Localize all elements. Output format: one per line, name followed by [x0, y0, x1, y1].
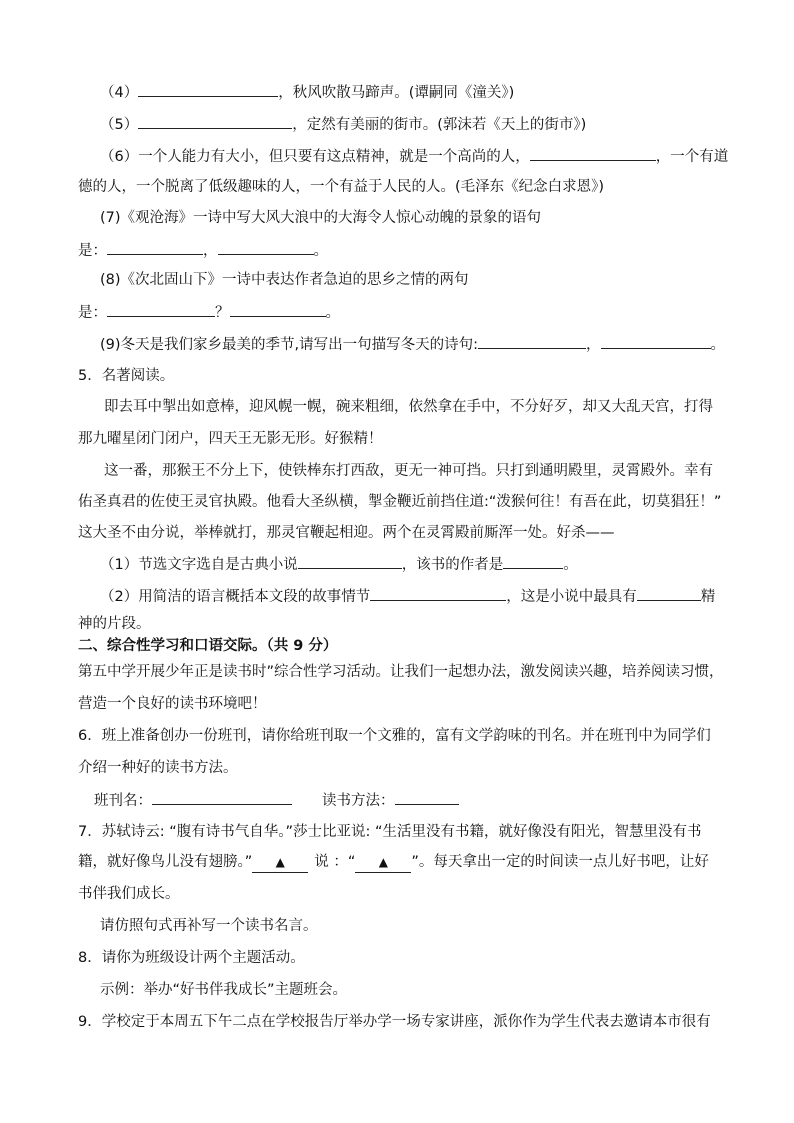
text: ？	[215, 305, 230, 321]
excerpt-line: 这一番，那猴王不分上下，使铁棒东打西敌，更无一神可挡。只打到通明殿里，灵霄殿外。幸有	[104, 463, 713, 479]
question-9: 9．学校定于本周五下午二点在学校报告厅举办学一场专家讲座，派你作为学生代表去邀请本市很有	[78, 1014, 711, 1030]
answer-blank[interactable]	[503, 554, 563, 569]
excerpt-line: 这大圣不由分说，举棒就打，那灵官鞭起相迎。两个在灵霄殿前厮浑一处。好杀——	[78, 525, 615, 541]
answer-blank[interactable]	[138, 114, 292, 129]
answer-blank[interactable]	[230, 302, 326, 317]
text: 精	[700, 589, 716, 605]
question-4-8-answer	[78, 302, 340, 323]
text: (9)冬天是我们家乡最美的季节,请写出一句描写冬天的诗句:	[100, 337, 479, 353]
question-5-2	[100, 586, 715, 607]
answer-blank[interactable]	[107, 240, 203, 255]
text: ，一个有道	[655, 149, 729, 165]
section-heading: 二、综合性学习和口语交际。（共 9 分）	[78, 638, 338, 654]
text: 。	[313, 243, 328, 259]
question-4-9	[100, 334, 725, 355]
excerpt-line: 那九曜星闭门闭户，四天王无影无形。好猴精！	[78, 431, 383, 447]
text: ，该书的作者是	[401, 557, 504, 573]
paragraph-line: 书伴我们成长。	[78, 886, 180, 902]
question-8: 8．请你为班级设计两个主题活动。	[78, 950, 305, 966]
answer-blank[interactable]	[530, 146, 656, 161]
text: 籍，就好像鸟儿没有翅膀。”	[78, 854, 253, 870]
text: （6）一个人能力有大小，但只要有这点精神，就是一个高尚的人，	[100, 149, 530, 165]
text: 是：	[78, 243, 107, 259]
question-4-5	[100, 114, 586, 135]
reading-method-blank[interactable]	[395, 790, 459, 805]
question-4-4	[100, 82, 514, 103]
question-4-6	[100, 146, 728, 167]
answer-blank[interactable]	[478, 334, 586, 349]
answer-blank[interactable]	[218, 240, 314, 255]
question-6-answer	[94, 790, 459, 811]
text: ，秋风吹散马蹄声。(谭嗣同《潼关》)	[278, 85, 515, 101]
question-6: 6．班上准备创办一份班刊，请你给班刊取一个文雅的，富有文学韵味的刊名。并在班刊中为同学们	[78, 728, 711, 744]
text: 。	[325, 305, 340, 321]
triangle-marker-blank[interactable]: ▲	[355, 852, 411, 873]
journal-name-label: 班刊名：	[94, 793, 152, 809]
text: ，	[203, 243, 218, 259]
paragraph-line: 营造一个良好的读书环境吧！	[78, 696, 267, 712]
text: ”。每天拿出一定的时间读一点儿好书吧，让好	[411, 854, 709, 870]
paragraph-line: 介绍一种好的读书方法。	[78, 760, 238, 776]
excerpt-line: 佑圣真君的佐使王灵官执殿。他看大圣纵横，掣金鞭近前挡住道:“泼猴何往！有吾在此，切莫猖狂！”	[78, 494, 722, 510]
question-5-title: 5．名著阅读。	[78, 368, 175, 384]
reading-method-label: 读书方法：	[322, 793, 395, 809]
text: （5）	[100, 117, 139, 133]
triangle-marker-blank[interactable]: ▲	[252, 852, 308, 873]
example-line: 示例：举办“好书伴我成长”主题班会。	[100, 982, 348, 998]
question-5-1	[100, 554, 578, 575]
text: 是：	[78, 305, 107, 321]
text: （4）	[100, 85, 139, 101]
answer-blank[interactable]	[298, 554, 402, 569]
answer-blank[interactable]	[637, 586, 701, 601]
answer-blank[interactable]	[107, 302, 215, 317]
answer-blank[interactable]	[138, 82, 278, 97]
journal-name-blank[interactable]	[152, 790, 292, 805]
text: （2）用简洁的语言概括本文段的故事情节	[100, 589, 371, 605]
text: 说 ：“	[314, 854, 356, 870]
question-4-7: (7)《观沧海》一诗中写大风大浪中的大海令人惊心动魄的景象的语句	[100, 210, 542, 226]
excerpt-line: 即去耳中掣出如意棒，迎风幌一幌，碗来粗细，依然拿在手中，不分好歹，却又大乱天宫，打得	[104, 399, 713, 415]
text: ，定然有美丽的街市。(郭沫若《天上的街市》)	[292, 117, 587, 133]
paragraph-line: 第五中学开展少年正是读书时”综合性学习活动。让我们一起想办法，激发阅读兴趣，培养阅读习惯，	[78, 664, 724, 680]
text: 。	[563, 557, 578, 573]
question-7-line2	[78, 852, 709, 873]
question-4-7-answer	[78, 240, 328, 261]
question-4-8: (8)《次北固山下》一诗中表达作者急迫的思乡之情的两句	[100, 272, 469, 288]
paragraph-line: 请仿照句式再补写一个读书名言。	[100, 918, 318, 934]
paragraph-line: 神的片段。	[78, 616, 151, 632]
text: ，这是小说中最具有	[506, 589, 637, 605]
answer-blank[interactable]	[370, 586, 506, 601]
text: 。	[710, 337, 726, 353]
question-7: 7．苏轼诗云: “腹有诗书气自华。”莎士比亚说: “生活里没有书籍，就好像没有阳光，智慧里没有书	[78, 824, 702, 840]
answer-blank[interactable]	[601, 334, 711, 349]
text: （1）节选文字选自是古典小说	[100, 557, 298, 573]
text: ，	[586, 337, 601, 353]
paragraph-line: 德的人，一个脱离了低级趣味的人，一个有益于人民的人。(毛泽东《纪念白求恩》)	[78, 179, 605, 195]
